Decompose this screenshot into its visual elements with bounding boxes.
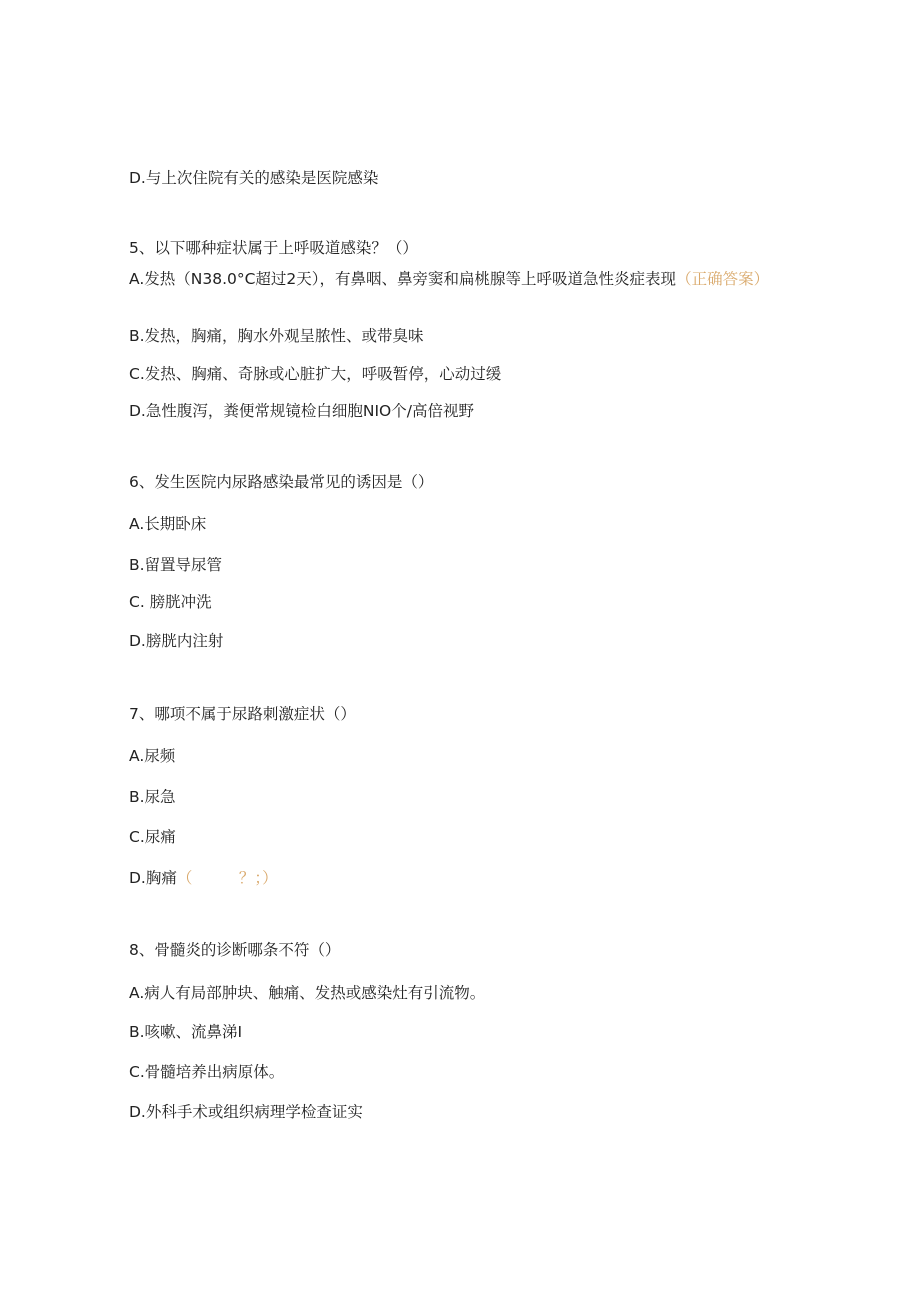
q7-question: 7、哪项不属于尿路刺激症状（） (129, 705, 356, 723)
q5-option-b: B.发热，胸痛，胸水外观呈脓性、或带臭味 (129, 327, 424, 345)
q7-option-b: B.尿急 (129, 788, 176, 806)
q5-option-a-text: A.发热（N38.0°C超过2天），有鼻咽、鼻旁窦和扁桃腺等上呼吸道急性炎症表现 (129, 270, 677, 288)
q6-question: 6、发生医院内尿路感染最常见的诱因是（） (129, 473, 434, 491)
q6-option-c: C. 膀胱冲洗 (129, 593, 212, 611)
q6-option-a: A.长期卧床 (129, 515, 207, 533)
q8-option-b: B.咳嗽、流鼻涕I (129, 1023, 243, 1041)
q8-option-a: A.病人有局部肿块、触痛、发热或感染灶有引流物。 (129, 984, 486, 1002)
prev-question-option-d: D.与上次住院有关的感染是医院感染 (129, 169, 379, 187)
q7-option-d-text: D.胸痛 (129, 869, 177, 887)
q5-question: 5、以下哪种症状属于上呼吸道感染？（） (129, 239, 418, 257)
q8-option-c: C.骨髓培养出病原体。 (129, 1063, 285, 1081)
q6-option-b: B.留置导尿管 (129, 556, 223, 574)
q6-option-d: D.膀胱内注射 (129, 632, 224, 650)
q8-option-d: D.外科手术或组织病理学检查证实 (129, 1103, 363, 1121)
q5-option-d: D.急性腹泻，粪便常规镜检白细胞NIO个/高倍视野 (129, 402, 474, 420)
q7-answer-mark: （ ？；） (176, 869, 278, 887)
q7-option-a: A.尿频 (129, 747, 176, 765)
q5-correct-answer-mark: （正确答案） (676, 270, 770, 288)
q8-question: 8、骨髓炎的诊断哪条不符（） (129, 941, 341, 959)
q5-option-a (129, 268, 789, 290)
q7-option-c: C.尿痛 (129, 828, 176, 846)
q5-option-c: C.发热、胸痛、奇脉或心脏扩大，呼吸暂停，心动过缓 (129, 365, 502, 383)
q7-option-d (129, 867, 278, 889)
